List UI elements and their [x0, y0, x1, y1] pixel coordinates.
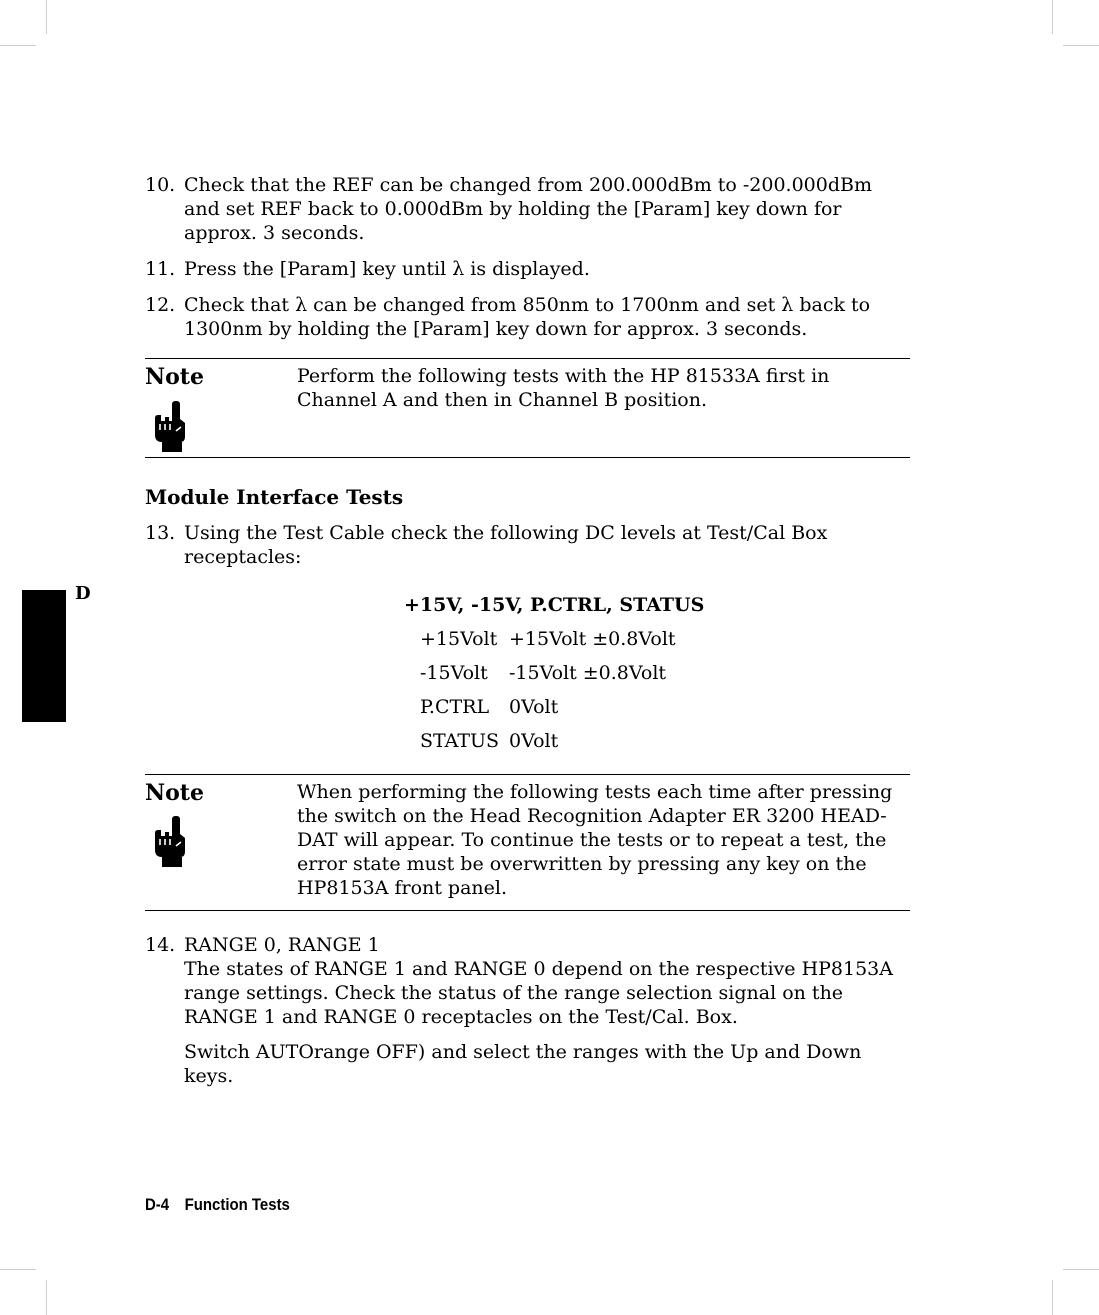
crop-mark [0, 1269, 36, 1270]
step-text: The states of RANGE 1 and RANGE 0 depend on the respective HP8153A range settings. Check the status of the range selection signal on the RANGE 1 and RANGE 0 receptacles on the Test/Cal. Box. [184, 958, 893, 1028]
section-heading: Module Interface Tests [145, 485, 404, 509]
signal-cell: P.CTRL [420, 696, 490, 718]
note-rule-top [145, 774, 910, 775]
table-row [420, 656, 676, 690]
step-10 [145, 173, 910, 245]
crop-mark [0, 45, 36, 46]
note-rule-bottom [145, 457, 910, 458]
step-text: Check that λ can be changed from 850nm to 1700nm and set λ back to 1300nm by holding the [Param] key down for approx. 3 seconds. [184, 294, 871, 340]
note-text: Perform the following tests with the HP 81533A first in Channel A and then in Channel B position. [297, 365, 830, 411]
levels-title: +15V, -15V, P.CTRL, STATUS [404, 594, 705, 616]
chapter-tab-letter: D [75, 583, 91, 604]
crop-mark [1063, 45, 1099, 46]
value-cell: 0Volt [509, 730, 559, 752]
table-row [420, 690, 676, 724]
crop-mark [1052, 0, 1053, 34]
note-rule-top [145, 358, 910, 359]
crop-mark [46, 0, 47, 34]
step-number: 12. [145, 294, 176, 316]
chapter-tab [22, 590, 66, 722]
signal-cell: -15Volt [420, 662, 488, 684]
page-number: D-4 [145, 1195, 170, 1214]
crop-mark [1052, 1280, 1053, 1315]
signal-cell: STATUS [420, 730, 500, 752]
step-12 [145, 293, 910, 341]
step-11 [145, 257, 910, 281]
value-cell: +15Volt ±0.8Volt [509, 628, 676, 650]
step-text: Using the Test Cable check the following DC levels at Test/Cal Box receptacles: [184, 522, 828, 568]
dc-levels-table [420, 622, 676, 758]
note-text: When performing the following tests each time after pressing the switch on the Head Recognition Adapter ER 3200 HEAD-DAT will appear. To continue the tests or to repeat a test, the error state must be overwritten by pressing any key on the HP8153A front panel. [297, 781, 893, 899]
value-cell: 0Volt [509, 696, 559, 718]
note-label: Note [145, 780, 204, 806]
signal-cell: +15Volt [420, 628, 498, 650]
step-14 [145, 933, 910, 1088]
step-number: 11. [145, 258, 176, 280]
table-row [420, 622, 676, 656]
note-label: Note [145, 364, 204, 390]
crop-mark [1063, 1269, 1099, 1270]
page-footer [145, 1193, 290, 1217]
crop-mark [46, 1280, 47, 1315]
step-text: Switch AUTOrange OFF) and select the ranges with the Up and Down keys. [184, 1041, 862, 1087]
table-row [420, 724, 676, 758]
value-cell: -15Volt ±0.8Volt [509, 662, 667, 684]
step-number: 14. [145, 934, 176, 956]
step-text: Press the [Param] key until λ is displayed. [184, 258, 590, 280]
step-13 [145, 521, 910, 569]
footer-title: Function Tests [184, 1195, 290, 1214]
step-text: Check that the REF can be changed from 200.000dBm to -200.000dBm and set REF back to 0.000dBm by holding the [Param] key down for approx. 3 seconds. [184, 174, 872, 244]
note-rule-bottom [145, 910, 910, 911]
step-heading: RANGE 0, RANGE 1 [184, 934, 380, 956]
pointing-hand-icon [152, 815, 188, 867]
step-number: 13. [145, 522, 176, 544]
step-number: 10. [145, 174, 176, 196]
pointing-hand-icon [152, 400, 188, 452]
